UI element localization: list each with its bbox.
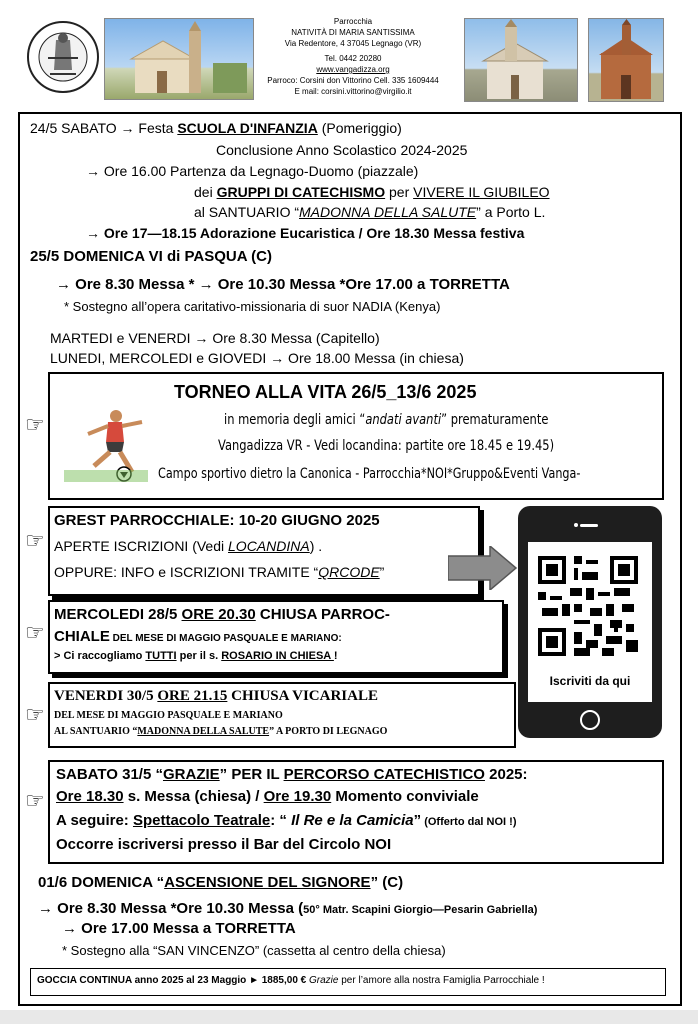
goccia-text: GOCCIA CONTINUA anno 2025 al 23 Maggio ► 1885,00 € [37, 975, 310, 986]
torneo-line2: Vangadizza VR - Vedi locandina: partite ore 18.45 e 19.45) [218, 438, 555, 454]
torneo-text: in memoria degli amici “ [224, 412, 366, 428]
weekday-masses-1: MARTEDI e VENERDI → Ore 8.30 Messa (Capitello) [50, 330, 380, 346]
pointing-hand-icon: ☞ [25, 528, 45, 553]
qr-caption: Iscriviti da qui [549, 674, 631, 688]
page-bottom-strip [0, 1010, 698, 1024]
grest-text: ) . [309, 538, 323, 554]
mercoledi-text: ! [333, 650, 338, 662]
venerdi-box [48, 682, 516, 748]
grest-text: OPPURE: INFO e ISCRIZIONI TRAMITE “ [54, 564, 319, 580]
grest-text: APERTE ISCRIZIONI (Vedi [54, 538, 229, 554]
sabato-text: : “ [270, 812, 292, 829]
parish-priest: Parroco: Corsini don Vittorino Cell. 335 1609444 [267, 76, 439, 85]
mercoledi-text: CHIUSA PARROC- [255, 606, 390, 623]
ascensione-line3: → Ore 17.00 Messa a TORRETTA [62, 920, 296, 937]
event-highlight: SCUOLA D'INFANZIA [177, 120, 318, 136]
event-saturday-line4 [194, 184, 550, 200]
sunday-note: * Sostegno all’opera caritativo-missionaria di suor NADIA (Kenya) [64, 299, 441, 314]
venerdi-line2: DEL MESE DI MAGGIO PASQUALE E MARIANO [54, 710, 283, 721]
pointing-hand-icon: ☞ [25, 412, 45, 437]
parish-name: NATIVITÀ DI MARIA SANTISSIMA [291, 28, 415, 37]
grest-box [48, 506, 480, 596]
torneo-box [48, 372, 664, 500]
torneo-title: TORNEO ALLA VITA 26/5_13/6 2025 [174, 382, 477, 402]
event-saturday-line2: Conclusione Anno Scolastico 2024-2025 [216, 142, 468, 158]
sabato-text: s. Messa (chiesa) / [123, 788, 264, 805]
venerdi-time: ORE 21.15 [157, 688, 228, 704]
ascensione-line2 [38, 900, 537, 917]
phone-mockup [518, 506, 662, 738]
parish-email[interactable]: E mail: corsini.vittorino@virgilio.it [294, 87, 412, 96]
parish-address: Via Redentore, 4 37045 Legnago (VR) [284, 39, 422, 48]
sabato-text: 2025: [484, 766, 528, 783]
venerdi-title [54, 688, 378, 705]
mercoledi-text: CHIALE [54, 628, 110, 645]
mercoledi-highlight: ROSARIO IN CHIESA [221, 650, 334, 662]
venerdi-text: VENERDI 30/5 [54, 688, 158, 704]
mercoledi-box [48, 600, 504, 674]
goccia-continua-text [37, 975, 545, 986]
sabato-text: Momento conviviale [331, 788, 479, 805]
torneo-line1 [224, 412, 548, 428]
sabato-title-italic: Il Re e la Camicia [291, 812, 414, 829]
pointing-hand-icon: ☞ [25, 702, 45, 727]
mercoledi-highlight: TUTTI [145, 650, 177, 662]
sabato-text: SABATO 31/5 “ [56, 766, 163, 783]
pointing-hand-icon: ☞ [25, 620, 45, 645]
arrow-icon: → [120, 120, 135, 136]
grest-line2 [54, 564, 384, 580]
sunday-masses: → Ore 8.30 Messa * → Ore 10.30 Messa *Ore 17.00 a TORRETTA [56, 276, 510, 293]
event-highlight: VIVERE IL GIUBILEO [413, 184, 550, 200]
ascensione-note: * Sostegno alla “SAN VINCENZO” (cassetta al centro della chiesa) [62, 943, 446, 958]
torneo-text: ” prematuramente [441, 412, 549, 428]
mercoledi-text: > Ci raccogliamo [54, 650, 146, 662]
venerdi-line3 [54, 726, 387, 737]
mercoledi-line2 [54, 628, 342, 646]
mercoledi-title [54, 606, 390, 623]
soccer-player-image [64, 408, 148, 482]
sabato-line3 [56, 812, 516, 829]
venerdi-text: AL SANTUARIO “ [54, 726, 138, 737]
sabato-line4: Occorre iscriversi presso il Bar del Circolo NOI [56, 836, 392, 853]
ascensione-text: 01/6 DOMENICA “ [38, 874, 165, 891]
goccia-continua-box [30, 968, 666, 996]
venerdi-highlight: MADONNA DELLA SALUTE [137, 726, 270, 737]
church-photo-1 [104, 18, 254, 100]
sabato-box [48, 760, 664, 864]
sabato-line1 [56, 766, 528, 783]
locandina-link[interactable]: LOCANDINA [228, 538, 310, 554]
goccia-italic: Grazie [309, 975, 339, 986]
mercoledi-time: ORE 20.30 [181, 606, 256, 623]
grest-title: GREST PARROCCHIALE: 10-20 GIUGNO 2025 [54, 512, 380, 529]
church-photo-3 [588, 18, 664, 102]
grest-text: ” [379, 564, 385, 580]
parish-label: Parrocchia [333, 17, 373, 26]
event-saturday-line6: → Ore 17—18.15 Adorazione Eucaristica / Ore 18.30 Messa festiva [86, 225, 525, 241]
event-text: dei [194, 184, 213, 200]
event-highlight: MADONNA DELLA SALUTE [299, 204, 477, 220]
seal-logo [26, 18, 100, 96]
event-text: Festa [138, 120, 174, 136]
mercoledi-subtext: DEL MESE DI MAGGIO PASQUALE E MARIANO: [109, 633, 342, 644]
church-photo-2 [464, 18, 578, 102]
qr-code[interactable] [538, 556, 638, 656]
mercoledi-line3 [54, 650, 338, 662]
ascensione-small: 50° Matr. Scapini Giorgio—Pesarin Gabriella) [303, 904, 538, 916]
sunday-title: 25/5 DOMENICA VI di PASQUA (C) [30, 248, 272, 265]
event-saturday-line3: → Ore 16.00 Partenza da Legnago-Duomo (piazzale) [86, 163, 419, 179]
parish-header [258, 16, 448, 97]
event-text: per [389, 184, 410, 200]
event-text: (Pomeriggio) [321, 120, 402, 136]
ascensione-text: ” (C) [370, 874, 404, 891]
weekday-masses-2: LUNEDI, MERCOLEDI e GIOVEDI → Ore 18.00 Messa (in chiesa) [50, 350, 464, 366]
sabato-text: ” PER IL [219, 766, 284, 783]
sabato-small: (Offerto dal NOI !) [421, 816, 517, 828]
torneo-line3: Campo sportivo dietro la Canonica - Parrocchia*NOI*Gruppo&Eventi Vanga- [158, 466, 581, 482]
venerdi-text: ” A PORTO DI LEGNAGO [269, 726, 388, 737]
event-text: al SANTUARIO “ [194, 204, 300, 220]
ascensione-text: → Ore 8.30 Messa *Ore 10.30 Messa ( [38, 900, 304, 917]
torneo-text-italic: andati avanti [365, 412, 442, 428]
event-highlight: GRUPPI DI CATECHISMO [216, 184, 386, 200]
mercoledi-text: MERCOLEDI 28/5 [54, 606, 182, 623]
sabato-time: Ore 19.30 [263, 788, 332, 805]
pointing-hand-icon: ☞ [25, 788, 45, 813]
phone-speaker [580, 524, 598, 527]
grest-line1 [54, 538, 322, 554]
venerdi-text: CHIUSA VICARIALE [227, 688, 378, 704]
phone-screen [528, 542, 652, 702]
parish-website-link[interactable]: www.vangadizza.org [316, 65, 390, 74]
event-text: ” a Porto L. [476, 204, 546, 220]
date-label: 24/5 SABATO [30, 120, 117, 136]
sabato-text: A seguire: [56, 812, 133, 829]
arrow-right-icon [448, 546, 518, 590]
qrcode-link[interactable]: QRCODE [318, 564, 380, 580]
sabato-highlight: PERCORSO CATECHISTICO [283, 766, 485, 783]
sabato-text: ” [413, 812, 422, 829]
mercoledi-text: per il s. [176, 650, 222, 662]
event-saturday-line5 [194, 204, 545, 220]
sabato-line2 [56, 788, 479, 805]
sabato-time: Ore 18.30 [56, 788, 124, 805]
ascensione-title [38, 874, 403, 891]
sabato-highlight: GRAZIE [162, 766, 220, 783]
event-saturday-line1 [30, 120, 402, 136]
ascensione-highlight: ASCENSIONE DEL SIGNORE [164, 874, 371, 891]
sabato-highlight: Spettacolo Teatrale [132, 812, 271, 829]
goccia-text: per l’amore alla nostra Famiglia Parrocchiale ! [338, 975, 545, 986]
phone-home-button [580, 710, 600, 730]
phone-camera [574, 523, 578, 527]
parish-phone: Tel. 0442 20280 [324, 54, 382, 63]
